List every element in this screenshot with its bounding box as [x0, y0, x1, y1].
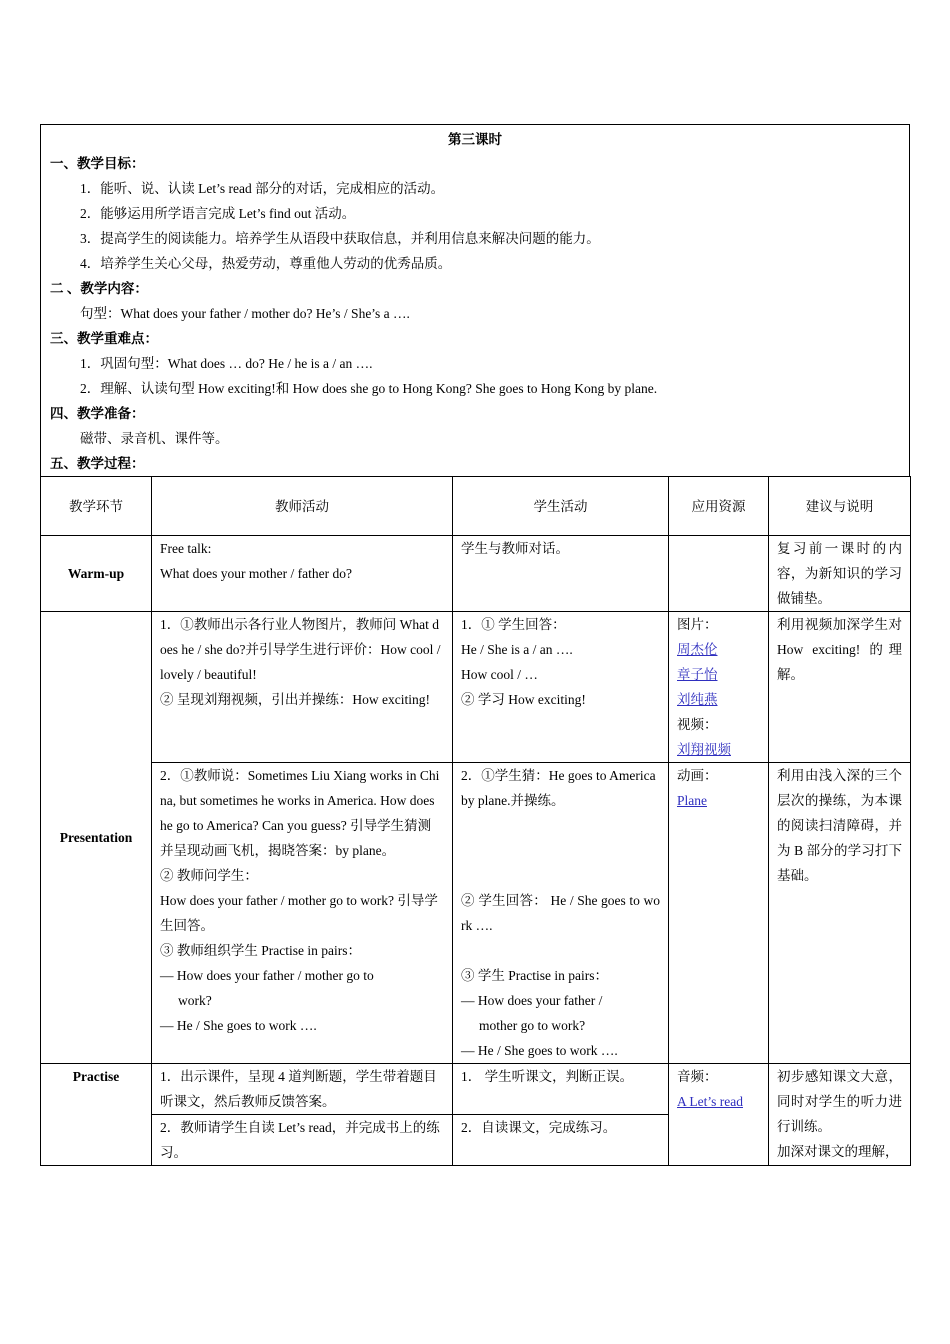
teacher-activity: Free talk: What does your mother / father do? [152, 536, 453, 612]
stage-label: Practise [41, 1064, 152, 1166]
column-header: 建议与说明 [769, 477, 911, 536]
preparation-text: 磁带、录音机、课件等。 [80, 431, 229, 446]
keypoint-item: 2．理解、认读句型 How exciting!和 How does she go to Hong Kong? She goes to Hong Kong by plane. [80, 381, 658, 396]
stage-label: Warm-up [41, 536, 152, 612]
process-table [40, 476, 911, 1166]
teacher-activity: 1．①教师出示各行业人物图片，教师问 What does he / she do?并引导学生进行评价：How cool / lovely / beautiful! ② 呈现刘翔视频，引出并操练：How exciting! [152, 612, 453, 763]
section-heading: 一、教学目标： [50, 156, 145, 171]
keypoint-item: 1．巩固句型：What does … do? He / he is a / an …. [80, 356, 373, 371]
animation-link[interactable]: Plane [677, 793, 707, 808]
note-cell: 利用视频加深学生对 How exciting! 的理解。 [769, 612, 911, 763]
table-row [41, 536, 911, 612]
section-heading: 五、教学过程： [50, 456, 145, 471]
objective-item: 2．能够运用所学语言完成 Let’s find out 活动。 [80, 206, 356, 221]
note-cell: 初步感知课文大意，同时对学生的听力进行训练。 加深对课文的理解， [769, 1064, 911, 1166]
document [40, 124, 910, 1166]
objective-item: 4．培养学生关心父母，热爱劳动，尊重他人劳动的优秀品质。 [80, 256, 452, 271]
teacher-activity: 1．出示课件，呈现 4 道判断题，学生带着题目听课文，然后教师反馈答案。 [152, 1064, 453, 1115]
column-header: 教学环节 [41, 477, 152, 536]
column-header: 应用资源 [669, 477, 769, 536]
resources-cell: 动画： Plane [669, 763, 769, 1064]
objective-item: 3．提高学生的阅读能力。培养学生从语段中获取信息，并利用信息来解决问题的能力。 [80, 231, 600, 246]
resource-link[interactable]: 刘纯燕 [677, 692, 718, 707]
page-title: 第三课时 [448, 132, 502, 147]
section-heading: 二 、教学内容： [50, 281, 148, 296]
teacher-activity: 2．①教师说：Sometimes Liu Xiang works in China, but sometimes he works in America. How does he go to America? Can you guess? 引导学生猜测并呈现动画飞机，揭晓答案：by plane。 ② 教师问学生： How does your father / mother go to work? 引导学生回答。 ③ 教师组织学生 Practise in pairs： — How does your father / mother go to work? — He / She goes to work …. [152, 763, 453, 1064]
lesson-header-box [40, 124, 910, 476]
stage-label: Presentation [41, 612, 152, 1064]
table-header-row [41, 477, 911, 536]
table-row [41, 612, 911, 763]
audio-link[interactable]: A Let’s read [677, 1094, 743, 1109]
student-activity: 1． 学生听课文，判断正误。 [453, 1064, 669, 1115]
column-header: 教师活动 [152, 477, 453, 536]
section-heading: 三、教学重难点： [50, 331, 158, 346]
student-activity: 2．自读课文，完成练习。 [453, 1115, 669, 1166]
resources-cell [669, 536, 769, 612]
teacher-activity: 2．教师请学生自读 Let’s read，并完成书上的练习。 [152, 1115, 453, 1166]
student-activity: 学生与教师对话。 [453, 536, 669, 612]
resources-cell: 图片： 周杰伦 章子怡 刘纯燕 视频： 刘翔视频 [669, 612, 769, 763]
table-row [41, 763, 911, 1064]
note-cell: 复习前一课时的内容，为新知识的学习做铺垫。 [769, 536, 911, 612]
table-row [41, 1064, 911, 1115]
student-activity: 1．① 学生回答： He / She is a / an …. How cool / … ② 学习 How exciting! [453, 612, 669, 763]
resource-link[interactable]: 周杰伦 [677, 642, 718, 657]
resources-cell: 音频： A Let’s read [669, 1064, 769, 1166]
student-activity: 2．①学生猜：He goes to America by plane.并操练。 ② 学生回答： He / She goes to work …. ③ 学生 Practise in pairs： — How does your father / mother go to work? — He / She goes to work …. [453, 763, 669, 1064]
content-text: 句型：What does your father / mother do? He’s / She’s a …. [80, 306, 410, 321]
column-header: 学生活动 [453, 477, 669, 536]
resource-link[interactable]: 章子怡 [677, 667, 718, 682]
video-link[interactable]: 刘翔视频 [677, 742, 731, 757]
section-heading: 四、教学准备： [50, 406, 145, 421]
note-cell: 利用由浅入深的三个层次的操练，为本课的阅读扫清障碍，并为 B 部分的学习打下基础。 [769, 763, 911, 1064]
objective-item: 1．能听、说、认读 Let’s read 部分的对话，完成相应的活动。 [80, 181, 445, 196]
